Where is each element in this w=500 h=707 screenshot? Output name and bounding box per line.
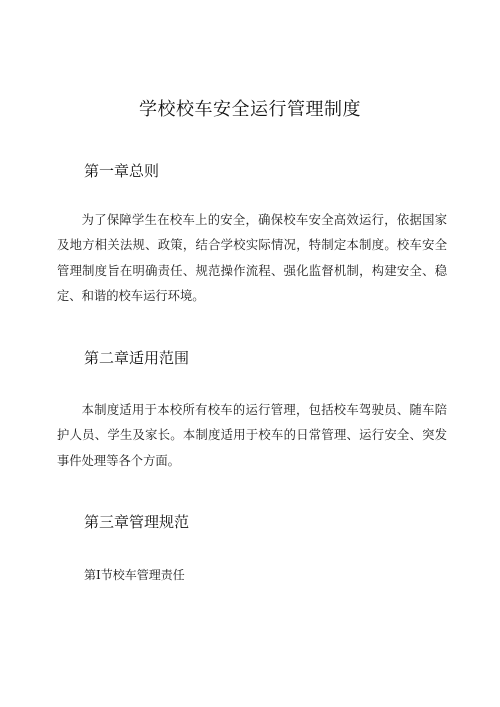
chapter-1-paragraph: 为了保障学生在校车上的安全，确保校车安全高效运行，依据国家及地方相关法规、政策，结合学校实际情况，特制定本制度。校车安全管理制度旨在明确责任、规范操作流程、强化监督机制，构建安全、稳定、和谐的校车运行环境。	[57, 213, 447, 303]
document-title: 学校校车安全运行管理制度	[139, 99, 361, 120]
section-1-title: 第I节校车管理责任	[84, 568, 185, 582]
chapter-2-paragraph: 本制度适用于本校所有校车的运行管理，包括校车驾驶员、随车陪护人员、学生及家长。本制度适用于校车的日常管理、运行安全、突发事件处理等各个方面。	[57, 403, 447, 468]
chapter-3-heading: 第三章管理规范	[84, 513, 190, 531]
chapter-2-heading: 第二章适用范围	[84, 349, 190, 367]
chapter-1-heading: 第一章总则	[84, 162, 160, 180]
